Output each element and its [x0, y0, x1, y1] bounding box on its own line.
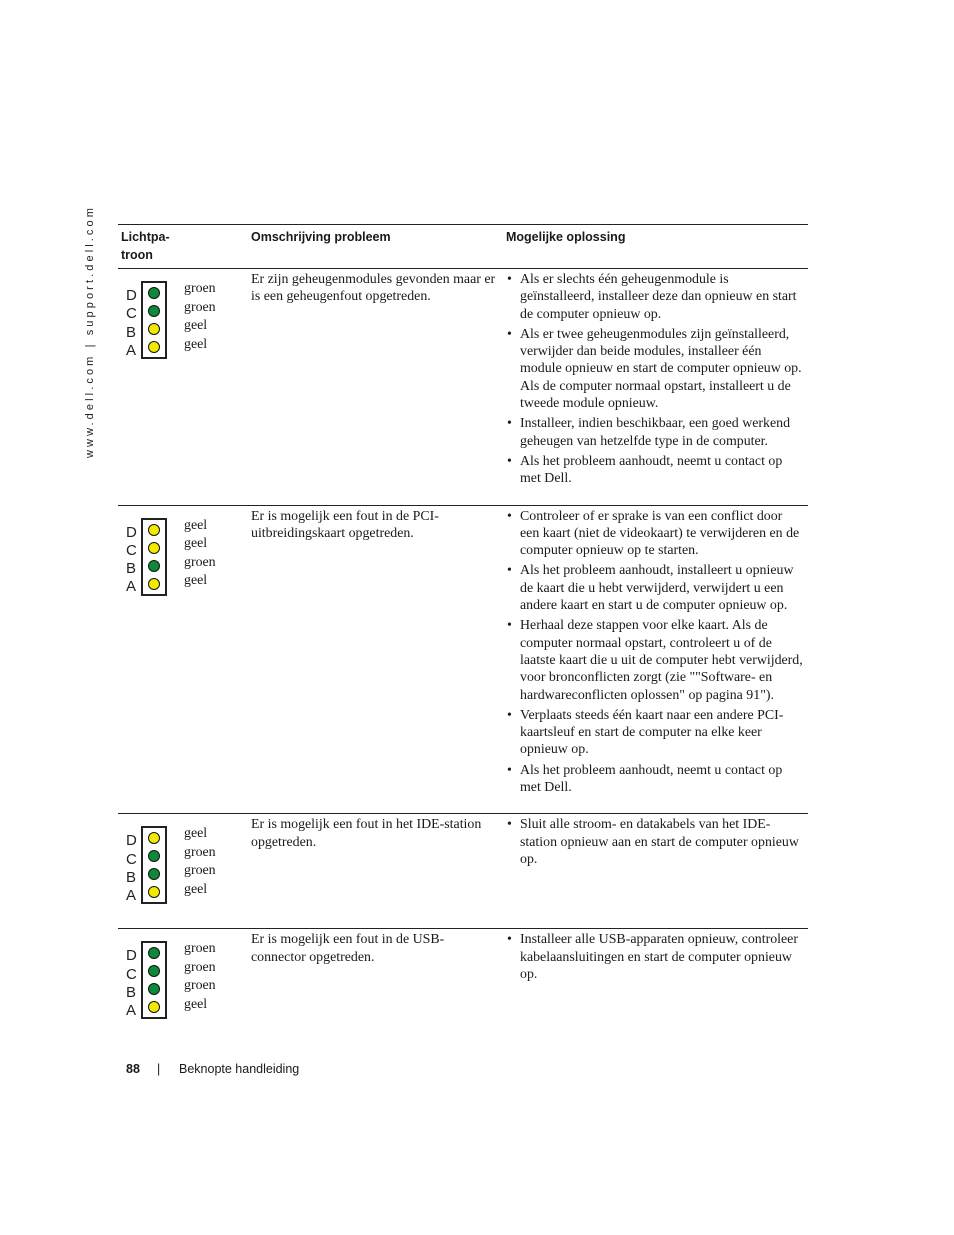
light-letters: [126, 287, 137, 360]
solution-item: • Als het probleem aanhoudt, neemt u contact op met Dell.: [506, 453, 804, 488]
light-color-label: groen: [184, 299, 216, 315]
light-pattern-cell: [118, 505, 246, 814]
problem-description: Er zijn geheugenmodules gevonden maar er is een geheugenfout opgetreden.: [246, 269, 504, 506]
light-color-label: groen: [184, 959, 216, 975]
light-letter: B: [126, 323, 137, 341]
light-letter: A: [126, 1002, 137, 1020]
light-letters: [126, 524, 137, 597]
table-row: [118, 814, 808, 929]
solution-item: • Installeer, indien beschikbaar, een goed werkend geheugen van hetzelfde type in de computer.: [506, 415, 804, 450]
light-color-label: geel: [184, 318, 208, 333]
light-color-label: geel: [184, 996, 208, 1012]
solution-item: • Als er twee geheugenmodules zijn geïnstalleerd, verwijder dan beide modules, installeer één module opnieuw en start de computer opnieuw op. Als de computer normaal opstart, installeert u de tweede module opnieuw.: [506, 326, 804, 412]
light-pattern-cell: [118, 269, 246, 506]
light-led-icon: [148, 947, 160, 959]
light-color-label: geel: [184, 826, 208, 842]
light-letter: A: [126, 578, 137, 596]
solution-item: • Sluit alle stroom- en datakabels van het IDE-station opnieuw aan en start de computer opnieuw op.: [506, 816, 804, 868]
light-led-icon: [148, 323, 160, 335]
light-color-label: groen: [184, 554, 216, 570]
light-letter: D: [126, 287, 137, 304]
problem-description: Er is mogelijk een fout in de USB-connector opgetreden.: [251, 932, 445, 965]
light-led-icon: [148, 305, 160, 317]
solution-cell: [504, 814, 808, 929]
table-row: [118, 269, 808, 506]
light-pattern-cell: [118, 814, 246, 929]
solution-item: • Als er slechts één geheugenmodule is geïnstalleerd, installeer deze dan opnieuw en start de computer opnieuw op.: [506, 271, 804, 323]
light-panel: [141, 518, 167, 596]
light-panel: [141, 941, 167, 1019]
problem-description: Er is mogelijk een fout in het IDE-station opgetreden.: [246, 814, 504, 929]
light-letter: D: [126, 947, 137, 965]
page-number: 88: [126, 1062, 140, 1076]
light-led-icon: [148, 524, 160, 536]
solution-list: [506, 271, 804, 488]
problem-description: Er is mogelijk een fout in de PCI-uitbreidingskaart opgetreden.: [246, 505, 504, 814]
light-color-label: geel: [184, 336, 208, 352]
table-row: [118, 929, 808, 1044]
light-letter: C: [126, 850, 137, 868]
header-pattern: Lichtpa- troon: [118, 225, 246, 269]
light-led-icon: [148, 965, 160, 977]
light-letter: D: [126, 523, 137, 541]
light-letter: A: [126, 887, 137, 905]
footer-separator: |: [157, 1062, 161, 1076]
light-panel: [141, 826, 167, 904]
solution-list: [506, 816, 804, 868]
light-color-label: groen: [184, 844, 216, 860]
light-led-icon: [148, 983, 160, 995]
light-letter: C: [126, 541, 137, 559]
light-pattern-cell: [118, 929, 246, 1044]
light-letter: B: [126, 868, 137, 886]
light-pattern: [121, 933, 243, 1029]
light-color-label: groen: [184, 978, 216, 994]
light-letter: C: [126, 965, 137, 983]
light-letter: B: [126, 560, 137, 578]
light-color-labels: [184, 280, 216, 354]
light-led-icon: [148, 542, 160, 554]
light-led-icon: [148, 560, 160, 572]
light-color-label: geel: [184, 573, 208, 589]
sidebar-url: www.dell.com | support.dell.com: [84, 204, 96, 458]
solution-item: • Als het probleem aanhoudt, neemt u contact op met Dell.: [506, 762, 804, 797]
light-pattern: [121, 510, 243, 606]
light-led-icon: [148, 287, 160, 299]
table-header-row: [118, 225, 808, 269]
solution-item: • Herhaal deze stappen voor elke kaart. Als de computer normaal opstart, controleert u of de laatste kaart die u uit de computer hebt verwijderd, voor bronconflicten zorgt (zie ""Software- en hardwareconflicten oplossen" op pagina 91").: [506, 617, 804, 703]
light-pattern: [121, 273, 243, 369]
light-color-label: groen: [184, 941, 216, 957]
solution-item: • Controleer of er sprake is van een conflict door een kaart (niet de videokaart) te verwijderen en de computer opnieuw op te starten.: [506, 508, 804, 560]
solution-cell: [504, 929, 808, 1044]
light-letters: [126, 832, 137, 905]
light-letter: B: [126, 983, 137, 1001]
light-led-icon: [148, 578, 160, 590]
table-row: [118, 505, 808, 814]
light-pattern: [121, 818, 243, 914]
diagnostic-lights-table: [118, 224, 808, 1043]
light-letter: C: [126, 305, 137, 323]
footer-title: Beknopte handleiding: [179, 1062, 300, 1076]
light-letter: A: [126, 341, 137, 359]
light-letter: D: [126, 832, 137, 850]
solution-item: • Installeer alle USB-apparaten opnieuw, controleer kabelaansluitingen en start de computer opnieuw op.: [506, 931, 804, 983]
solution-item: • Als het probleem aanhoudt, installeert u opnieuw de kaart die u hebt verwijderd, verwijdert u een andere kaart en start u de computer opnieuw op.: [506, 562, 804, 614]
solution-cell: [504, 269, 808, 506]
light-color-label: groen: [184, 281, 216, 296]
solution-item: • Verplaats steeds één kaart naar een andere PCI-kaartsleuf en start de computer na elke keer opnieuw op.: [506, 707, 804, 759]
light-color-labels: [184, 940, 216, 1014]
header-description: Omschrijving probleem: [246, 225, 504, 269]
light-color-labels: [184, 517, 216, 591]
light-led-icon: [148, 1001, 160, 1013]
light-panel: [141, 281, 167, 359]
light-color-label: geel: [184, 536, 208, 552]
light-led-icon: [148, 832, 160, 844]
solution-list: [506, 508, 804, 797]
light-color-labels: [184, 825, 216, 899]
light-color-label: geel: [184, 881, 208, 897]
light-led-icon: [148, 341, 160, 353]
light-color-label: groen: [184, 863, 216, 879]
solution-cell: [504, 505, 808, 814]
solution-list: [506, 931, 804, 983]
header-solution: Mogelijke oplossing: [504, 225, 808, 269]
light-led-icon: [148, 886, 160, 898]
light-color-label: geel: [184, 517, 208, 533]
light-led-icon: [148, 868, 160, 880]
light-letters: [126, 947, 137, 1020]
light-led-icon: [148, 850, 160, 862]
